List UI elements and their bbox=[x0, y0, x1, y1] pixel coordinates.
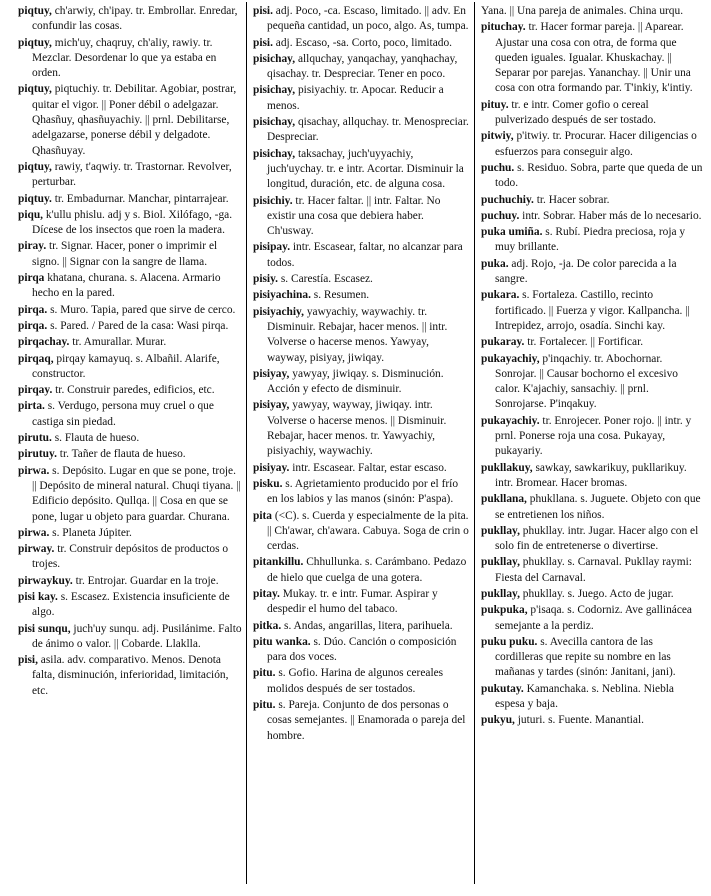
dictionary-entry bbox=[481, 555, 703, 586]
entry-definition: s. Carestía. Escasez. bbox=[278, 273, 373, 286]
entry-headword: pirway. bbox=[18, 543, 55, 556]
dictionary-entry bbox=[18, 82, 242, 158]
entry-headword: pisichay, bbox=[253, 116, 296, 129]
entry-definition: yawyachiy, waywachiy. tr. Disminuir. Rebajar, hacer menos. || intr. Volverse o hacerse menos. Yawyay, wayway, pisiyay, jiwiqay. bbox=[267, 305, 448, 364]
dictionary-entry bbox=[18, 4, 242, 35]
dictionary-entry bbox=[253, 367, 469, 398]
dictionary-entry bbox=[481, 352, 703, 413]
dictionary-entry bbox=[253, 272, 469, 287]
dictionary-entry bbox=[253, 461, 469, 476]
entry-headword: pirutu. bbox=[18, 432, 52, 445]
dictionary-entry bbox=[18, 239, 242, 270]
entry-headword: pitay. bbox=[253, 587, 280, 600]
entry-definition: allquchay, yanqachay, yanqhachay, qisachay. tr. Despreciar. Tener en poco. bbox=[267, 52, 458, 81]
dictionary-entry bbox=[253, 666, 469, 697]
entry-headword: pisi kay. bbox=[18, 590, 58, 603]
entry-definition: s. Fortaleza. Castillo, recinto fortificado. || Fuerza y vigor. Kallpancha. || Intrepidez, arrojo, osadía. Sinchi kay. bbox=[495, 289, 690, 332]
entry-definition: phukllay. s. Juego. Acto de jugar. bbox=[519, 587, 674, 600]
dictionary-entry bbox=[253, 477, 469, 508]
dictionary-entry bbox=[18, 431, 242, 446]
entry-headword: pukpuka, bbox=[481, 604, 528, 617]
entry-headword: piqtuy. bbox=[18, 192, 52, 205]
entry-definition: Kamanchaka. s. Neblina. Niebla espesa y baja. bbox=[495, 682, 674, 711]
entry-headword: pitu. bbox=[253, 699, 276, 712]
entry-headword: pirwaykuy. bbox=[18, 574, 73, 587]
dictionary-entry bbox=[481, 524, 703, 555]
entry-headword: pisipay. bbox=[253, 241, 291, 254]
entry-headword: pirqachay. bbox=[18, 336, 70, 349]
entry-definition: khatana, churana. s. Alacena. Armario hecho en la pared. bbox=[32, 272, 221, 300]
dictionary-entry bbox=[253, 305, 469, 366]
entry-headword: pirqa. bbox=[18, 303, 48, 316]
entry-headword: pirutuy. bbox=[18, 448, 57, 461]
dictionary-entry bbox=[253, 635, 469, 666]
entry-definition: s. Residuo. Sobra, parte que queda de un todo. bbox=[495, 161, 703, 190]
column-2 bbox=[253, 4, 469, 745]
entry-definition: tr. Hacer formar pareja. || Aparear. Ajustar una cosa con otra, de forma que queden iguales. Igualar. Khuskachay. || Separar por parejas. Yananchay. || Unir una cosa con otra formando par. T'inkiy, k'intiy. bbox=[495, 21, 693, 95]
entry-headword: pukayachiy. bbox=[481, 414, 540, 427]
dictionary-entry bbox=[18, 526, 242, 541]
entry-definition: tr. Fortalecer. || Fortificar. bbox=[524, 336, 644, 349]
entry-definition: Yana. || Una pareja de animales. China urqu. bbox=[481, 5, 684, 17]
dictionary-entry bbox=[253, 83, 469, 114]
entry-headword: pisiyay, bbox=[253, 399, 290, 412]
entry-headword: pukutay. bbox=[481, 682, 524, 695]
dictionary-entry bbox=[18, 590, 242, 621]
dictionary-entry bbox=[253, 587, 469, 618]
entry-definition: Mukay. tr. e intr. Fumar. Aspirar y despedir el humo del tabaco. bbox=[267, 587, 438, 616]
entry-headword: pitka. bbox=[253, 619, 282, 632]
entry-definition: yawyay, jiwiqay. s. Disminución. Acción y efecto de disminuir. bbox=[267, 367, 444, 396]
dictionary-entry bbox=[481, 414, 703, 460]
entry-headword: pitu. bbox=[253, 667, 276, 680]
entry-headword: piqtuy, bbox=[18, 5, 52, 17]
entry-definition: p'isaqa. s. Codorniz. Ave gallinácea semejante a la perdiz. bbox=[495, 604, 692, 632]
entry-definition: tr. Amurallar. Murar. bbox=[69, 336, 167, 349]
entry-headword: pisiyay, bbox=[253, 367, 290, 380]
entry-headword: pisichay, bbox=[253, 147, 296, 160]
dictionary-entry bbox=[481, 161, 703, 192]
entry-definition: (<C). s. Cuerda y especialmente de la pita. || Ch'awar, ch'awara. Cabuya. Soga de crin o cerdas. bbox=[267, 509, 469, 553]
dictionary-entry bbox=[18, 447, 242, 462]
entry-definition: s. Pared. / Pared de la casa: Wasi pirqa. bbox=[47, 319, 229, 332]
entry-headword: pisichay, bbox=[253, 52, 296, 65]
entry-headword: pituchay. bbox=[481, 21, 526, 34]
dictionary-entry bbox=[18, 335, 242, 350]
dictionary-entry bbox=[18, 622, 242, 653]
entry-headword: pisi. bbox=[253, 5, 273, 17]
dictionary-entry bbox=[253, 147, 469, 193]
dictionary-entry bbox=[253, 52, 469, 83]
entry-definition: phukllana. s. Juguete. Objeto con que se entretienen los niños. bbox=[495, 493, 701, 521]
entry-definition: s. Andas, angarillas, litera, parihuela. bbox=[281, 619, 453, 632]
entry-definition: tr. Tañer de flauta de hueso. bbox=[56, 448, 186, 461]
entry-definition: qisachay, allquchay. tr. Menospreciar. Despreciar. bbox=[267, 116, 469, 144]
entry-headword: piqtuy, bbox=[18, 160, 52, 173]
entry-headword: pisichay, bbox=[253, 84, 296, 97]
dictionary-entry bbox=[253, 194, 469, 240]
entry-headword: puka umiña. bbox=[481, 226, 543, 239]
dictionary-entry bbox=[18, 464, 242, 525]
entry-headword: pirqa. bbox=[18, 319, 48, 332]
entry-headword: pisiyachina. bbox=[253, 289, 311, 302]
dictionary-entry bbox=[18, 303, 242, 318]
entry-definition: ch'arwiy, ch'ipay. tr. Embrollar. Enredar, confundir las cosas. bbox=[32, 5, 238, 33]
dictionary-entry bbox=[481, 682, 703, 713]
entry-definition: mich'uy, chaqruy, ch'aliy, rawiy. tr. Mezclar. Desordenar lo que ya estaba en orden. bbox=[32, 36, 217, 80]
entry-headword: puchuchiy. bbox=[481, 193, 534, 206]
dictionary-entry bbox=[18, 574, 242, 589]
entry-headword: pukaray. bbox=[481, 336, 525, 349]
entry-definition: s. Verdugo, persona muy cruel o que castiga sin piedad. bbox=[32, 400, 214, 428]
dictionary-entry bbox=[481, 335, 703, 350]
entry-definition: tr. Signar. Hacer, poner o imprimir el signo. || Signar con la sangre de llama. bbox=[32, 240, 218, 268]
entry-definition: piqtuchiy. tr. Debilitar. Agobiar, postrar, quitar el vigor. || Poner débil o adelgazar. Qhasñuy, qhasñuyachiy. || prnl. Debilitarse, adelgazarse, ponerse débil y delgadote. Qhasñuyay. bbox=[32, 83, 237, 157]
entry-headword: pukara. bbox=[481, 289, 520, 302]
entry-headword: puchuy. bbox=[481, 209, 520, 222]
entry-definition: tr. e intr. Comer gofio o cereal pulverizado después de ser tostado. bbox=[495, 98, 657, 127]
entry-headword: puku puku. bbox=[481, 635, 538, 648]
entry-definition: adj. Escaso, -sa. Corto, poco, limitado. bbox=[272, 36, 453, 49]
dictionary-entry bbox=[18, 653, 242, 699]
entry-definition: tr. Embadurnar. Manchar, pintarrajear. bbox=[51, 192, 229, 205]
entry-definition: p'inqachiy. tr. Abochornar. Sonrojar. || Causar bochorno el excesivo calor. K'ajachiy, sansachiy. || prnl. Sonrojarse. P'inqakuy. bbox=[495, 352, 678, 411]
entry-headword: pisi. bbox=[253, 36, 273, 49]
entry-definition: pisiyachiy. tr. Apocar. Reducir a menos. bbox=[267, 84, 444, 112]
entry-definition: juturi. s. Fuente. Manantial. bbox=[514, 714, 644, 727]
entry-definition: phukllay. s. Carnaval. Pukllay raymi: Fiesta del Carnaval. bbox=[495, 556, 692, 584]
entry-headword: pituy. bbox=[481, 98, 509, 111]
column-divider bbox=[246, 2, 247, 884]
entry-headword: pukllana, bbox=[481, 493, 527, 506]
entry-definition: tr. Hacer sobrar. bbox=[533, 193, 610, 206]
entry-definition: taksachay, juch'uyyachiy, juch'uychay. tr. e intr. Acortar. Disminuir la longitud, duración, etc. de alguna cosa. bbox=[267, 147, 464, 191]
dictionary-entry bbox=[18, 208, 242, 239]
dictionary-entry bbox=[253, 555, 469, 586]
entry-headword: puka. bbox=[481, 257, 509, 270]
dictionary-entry bbox=[253, 4, 469, 35]
entry-headword: pisi sunqu, bbox=[18, 622, 71, 635]
dictionary-entry bbox=[18, 271, 242, 302]
entry-definition: pirqay kamayuq. s. Albañil. Alarife, constructor. bbox=[32, 352, 220, 380]
entry-definition: k'ullu phislu. adj y s. Biol. Xilófago, -ga. Dícese de los insectos que roen la madera. bbox=[32, 208, 233, 237]
entry-headword: pisi, bbox=[18, 654, 38, 667]
entry-definition: s. Avecilla cantora de las cordilleras que repite su nombre en las mañanas y tardes (sinón: Janitani, jani). bbox=[495, 635, 676, 679]
entry-headword: pukllay, bbox=[481, 524, 520, 537]
entry-definition: intr. Escasear. Faltar, estar escaso. bbox=[289, 461, 447, 474]
entry-headword: pita bbox=[253, 509, 272, 522]
column-divider bbox=[474, 2, 475, 884]
dictionary-entry bbox=[18, 352, 242, 383]
dictionary-entry bbox=[253, 398, 469, 459]
entry-headword: pirqaq, bbox=[18, 352, 54, 365]
entry-headword: pukllay, bbox=[481, 587, 520, 600]
entry-definition: intr. Escasear, faltar, no alcanzar para todos. bbox=[267, 241, 463, 269]
entry-headword: pitankillu. bbox=[253, 556, 304, 569]
dictionary-entry bbox=[481, 193, 703, 208]
dictionary-entry bbox=[481, 98, 703, 129]
dictionary-entry bbox=[481, 209, 703, 224]
entry-headword: pukllay, bbox=[481, 556, 520, 569]
entry-definition: s. Escasez. Existencia insuficiente de algo. bbox=[32, 590, 230, 619]
entry-headword: pirwa. bbox=[18, 526, 50, 539]
entry-definition: intr. Sobrar. Haber más de lo necesario. bbox=[519, 209, 702, 222]
dictionary-entry bbox=[481, 492, 703, 523]
dictionary-entry bbox=[253, 115, 469, 146]
entry-definition: sawkay, sawkarikuy, pukllarikuy. intr. Bromear. Hacer bromas. bbox=[495, 461, 687, 489]
entry-headword: pitu wanka. bbox=[253, 635, 311, 648]
dictionary-entry bbox=[481, 587, 703, 602]
entry-headword: pisichiy. bbox=[253, 194, 293, 207]
entry-headword: pirqa bbox=[18, 272, 45, 285]
entry-definition: s. Depósito. Lugar en que se pone, troje. || Depósito de mineral natural. Chuqi tiyana. || Edificio depósito. Qullqa. || Cosa en que se pone, lugar u objeto para guardar. Churana. bbox=[32, 464, 241, 523]
entry-definition: s. Rubí. Piedra preciosa, roja y muy brillante. bbox=[495, 226, 686, 254]
entry-headword: piqtuy, bbox=[18, 83, 52, 96]
dictionary-entry bbox=[481, 461, 703, 492]
entry-headword: piray. bbox=[18, 240, 47, 253]
dictionary-entry bbox=[18, 160, 242, 191]
entry-headword: pukllakuy, bbox=[481, 461, 533, 474]
dictionary-entry bbox=[253, 509, 469, 555]
dictionary-entry bbox=[481, 603, 703, 634]
dictionary-entry bbox=[253, 288, 469, 303]
entry-definition: Chhullunka. s. Carámbano. Pedazo de hielo que cuelga de una gotera. bbox=[267, 556, 467, 584]
dictionary-entry bbox=[481, 129, 703, 160]
entry-headword: pisiy. bbox=[253, 273, 279, 286]
entry-definition: tr. Construir paredes, edificios, etc. bbox=[52, 384, 215, 397]
entry-definition: asila. adv. comparativo. Menos. Denota falta, disminución, inferioridad, limitación, etc. bbox=[32, 654, 229, 697]
entry-headword: piqtuy, bbox=[18, 36, 52, 49]
entry-definition: tr. Hacer faltar. || intr. Faltar. No existir una cosa que debiera haber. Ch'usway. bbox=[267, 194, 441, 238]
dictionary-entry bbox=[481, 4, 703, 19]
dictionary-entry bbox=[253, 698, 469, 744]
dictionary-entry bbox=[481, 288, 703, 334]
dictionary-entry bbox=[18, 542, 242, 573]
entry-definition: p'itwiy. tr. Procurar. Hacer diligencias o esfuerzos para conseguir algo. bbox=[495, 130, 697, 158]
dictionary-entry bbox=[481, 20, 703, 96]
dictionary-entry bbox=[18, 319, 242, 334]
entry-definition: s. Gofio. Harina de algunos cereales molidos después de ser tostados. bbox=[267, 667, 444, 695]
entry-definition: s. Pareja. Conjunto de dos personas o cosas semejantes. || Enamorada o pareja del hombre. bbox=[267, 699, 466, 742]
entry-headword: pisiyachiy, bbox=[253, 305, 304, 318]
entry-definition: yawyay, wayway, jiwiqay. intr. Volverse o hacerse menos. || Disminuir. Rebajar, hacer menos. tr. Yawyachiy, pisiyachiy, waywachiy. bbox=[267, 399, 447, 458]
column-1 bbox=[18, 4, 242, 700]
entry-headword: pukayachiy, bbox=[481, 352, 540, 365]
entry-headword: pirqay. bbox=[18, 384, 53, 397]
dictionary-entry bbox=[18, 192, 242, 207]
entry-definition: rawiy, t'aqwiy. tr. Trastornar. Revolver, perturbar. bbox=[32, 160, 232, 189]
entry-headword: pisku. bbox=[253, 477, 283, 490]
entry-definition: tr. Construir depósitos de productos o trojes. bbox=[32, 543, 229, 571]
dictionary-entry bbox=[481, 257, 703, 288]
dictionary-entry bbox=[481, 225, 703, 256]
entry-definition: s. Dúo. Canción o composición para dos voces. bbox=[267, 635, 457, 664]
entry-headword: pukyu, bbox=[481, 714, 515, 727]
entry-definition: s. Planeta Júpiter. bbox=[49, 526, 132, 539]
entry-headword: puchu. bbox=[481, 161, 515, 174]
entry-headword: pirwa. bbox=[18, 464, 50, 477]
dictionary-entry bbox=[18, 36, 242, 82]
dictionary-entry bbox=[253, 619, 469, 634]
dictionary-entry bbox=[481, 713, 703, 728]
entry-definition: s. Resumen. bbox=[310, 289, 370, 302]
dictionary-entry bbox=[481, 635, 703, 681]
dictionary-entry bbox=[18, 399, 242, 430]
entry-headword: pisiyay. bbox=[253, 461, 290, 474]
column-3 bbox=[481, 4, 703, 730]
entry-definition: s. Muro. Tapia, pared que sirve de cerco. bbox=[47, 303, 236, 316]
entry-definition: adj. Poco, -ca. Escaso, limitado. || adv. En pequeña cantidad, un poco, algo. As, tumpa. bbox=[267, 5, 469, 33]
dictionary-entry bbox=[18, 383, 242, 398]
dictionary-entry bbox=[253, 36, 469, 51]
entry-headword: pitwiy, bbox=[481, 130, 514, 143]
entry-definition: adj. Rojo, -ja. De color parecida a la sangre. bbox=[495, 257, 677, 286]
entry-definition: tr. Entrojar. Guardar en la troje. bbox=[72, 574, 219, 587]
entry-headword: pirta. bbox=[18, 400, 45, 413]
entry-definition: tr. Enrojecer. Poner rojo. || intr. y prnl. Ponerse roja una cosa. Pukayay, pukayariy. bbox=[495, 414, 692, 458]
entry-definition: juch'uy sunqu. adj. Pusilánime. Falto de ánimo o valor. || Cobarde. Llaklla. bbox=[32, 622, 242, 650]
entry-definition: s. Flauta de hueso. bbox=[51, 432, 140, 445]
dictionary-entry bbox=[253, 240, 469, 271]
entry-definition: phukllay. intr. Jugar. Hacer algo con el solo fin de entretenerse o divertirse. bbox=[495, 524, 699, 553]
entry-headword: piqu, bbox=[18, 208, 44, 221]
entry-definition: s. Agrietamiento producido por el frío en los labios y las manos (sinón: P'aspa). bbox=[267, 477, 459, 506]
